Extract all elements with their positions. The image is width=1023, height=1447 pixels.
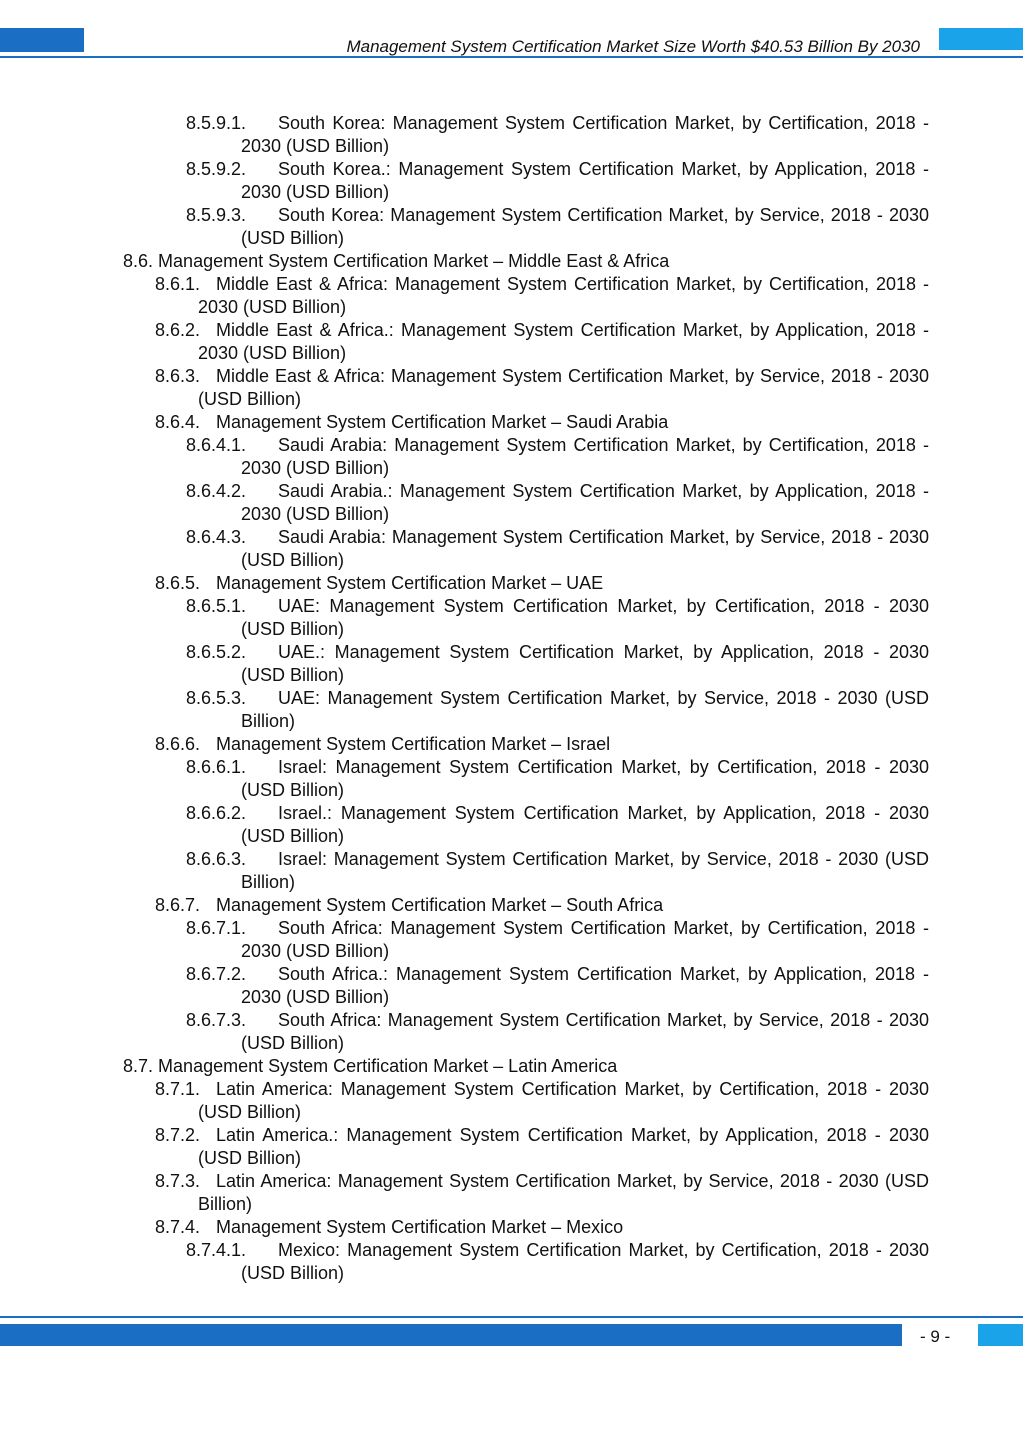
toc-entry-number: 8.6.6. [155, 734, 201, 754]
toc-entry-number: 8.6.7. [155, 895, 201, 915]
footer-accent-block-right [978, 1324, 1023, 1346]
toc-entry-number: 8.6.3. [155, 366, 201, 386]
toc-entry [186, 526, 929, 572]
toc-entry [155, 411, 929, 434]
toc-entry-number: 8.6.4. [155, 412, 201, 432]
toc-entry-number: 8.6.2. [155, 320, 201, 340]
toc-entry [123, 250, 929, 273]
toc-entry-text: Management System Certification Market – South Africa [216, 895, 664, 915]
toc-entry-line [123, 1055, 929, 1078]
toc-entry [123, 1055, 929, 1078]
toc-entry [186, 917, 929, 963]
toc-entry-text: Latin America: Management System Certification Market, by Service, 2018 - 2030 (USD Billion) [198, 1171, 929, 1214]
toc-entry [186, 1009, 929, 1055]
toc-entry [186, 641, 929, 687]
toc-entry-text: Latin America.: Management System Certification Market, by Application, 2018 - 2030 (USD Billion) [198, 1125, 929, 1168]
toc-entry-text: Management System Certification Market – Israel [216, 734, 611, 754]
toc-entry [186, 480, 929, 526]
header-divider [0, 56, 1023, 58]
toc-entry [155, 572, 929, 595]
toc-entry [155, 733, 929, 756]
toc-entry-text: Israel: Management System Certification Market, by Service, 2018 - 2030 (USD Billion) [241, 849, 929, 892]
toc-entry [186, 802, 929, 848]
toc-entry-number: 8.7.3. [155, 1171, 201, 1191]
toc-entry [186, 687, 929, 733]
toc-entry-text: Middle East & Africa.: Management System Certification Market, by Application, 2018 - 2030 (USD Billion) [198, 320, 929, 363]
toc-entry-number: 8.5.9.2. [186, 159, 247, 179]
toc-entry [186, 595, 929, 641]
toc-entry-text: Latin America: Management System Certification Market, by Certification, 2018 - 2030 (USD Billion) [198, 1079, 929, 1122]
toc-entry-number: 8.6.6.1. [186, 757, 247, 777]
toc-entry-number: 8.7.1. [155, 1079, 201, 1099]
toc-entry-number: 8.7.2. [155, 1125, 201, 1145]
toc-entry-number: 8.7. [123, 1056, 154, 1076]
toc-entry-text: Management System Certification Market – UAE [216, 573, 604, 593]
toc-entry-number: 8.5.9.1. [186, 113, 247, 133]
toc-entry-text: Management System Certification Market – Mexico [216, 1217, 624, 1237]
toc-entry-text: Management System Certification Market – Middle East & Africa [158, 251, 670, 271]
toc-entry-number: 8.6.1. [155, 274, 201, 294]
toc-entry [155, 1078, 929, 1124]
toc-entry-text: UAE: Management System Certification Market, by Certification, 2018 - 2030 (USD Billion) [241, 596, 929, 639]
toc-entry-number: 8.6.5.1. [186, 596, 247, 616]
toc-entry-text: Management System Certification Market – Latin America [158, 1056, 618, 1076]
toc-entry-number: 8.6.4.1. [186, 435, 247, 455]
toc-entry-number: 8.6.5.3. [186, 688, 247, 708]
toc-entry-number: 8.6.5.2. [186, 642, 247, 662]
toc-entry [155, 1124, 929, 1170]
toc-entry [155, 365, 929, 411]
toc-entry [155, 273, 929, 319]
toc-entry-text: Management System Certification Market – Saudi Arabia [216, 412, 669, 432]
toc-entry-line [123, 250, 929, 273]
toc-entry-number: 8.6.7.3. [186, 1010, 247, 1030]
toc-entry [186, 756, 929, 802]
toc-entry [155, 1216, 929, 1239]
toc-entry-text: South Korea: Management System Certification Market, by Certification, 2018 - 2030 (USD Billion) [241, 113, 929, 156]
toc-entry-text: Mexico: Management System Certification Market, by Certification, 2018 - 2030 (USD Billion) [241, 1240, 929, 1283]
toc-entry-text: UAE.: Management System Certification Market, by Application, 2018 - 2030 (USD Billion) [241, 642, 929, 685]
toc-entry [186, 963, 929, 1009]
toc-entry-number: 8.7.4. [155, 1217, 201, 1237]
toc-entry [186, 848, 929, 894]
toc-entry [155, 1170, 929, 1216]
toc-entry-text: Middle East & Africa: Management System Certification Market, by Certification, 2018 - 2030 (USD Billion) [198, 274, 929, 317]
footer-divider [0, 1316, 1023, 1318]
toc-entry-text: Saudi Arabia.: Management System Certification Market, by Application, 2018 - 2030 (USD Billion) [241, 481, 929, 524]
toc-entry-text: UAE: Management System Certification Market, by Service, 2018 - 2030 (USD Billion) [241, 688, 929, 731]
toc-entry [186, 204, 929, 250]
toc-entry-text: Middle East & Africa: Management System Certification Market, by Service, 2018 - 2030 (USD Billion) [198, 366, 929, 409]
page-number: - 9 - [920, 1327, 951, 1346]
toc-entry-text: Saudi Arabia: Management System Certification Market, by Certification, 2018 - 2030 (USD Billion) [241, 435, 929, 478]
toc-entry [186, 1239, 929, 1285]
toc-entry [186, 112, 929, 158]
toc-entry-number: 8.6.6.3. [186, 849, 247, 869]
toc-entry-number: 8.6.4.2. [186, 481, 247, 501]
toc-entry-number: 8.6.4.3. [186, 527, 247, 547]
toc-entry-number: 8.6.7.1. [186, 918, 247, 938]
toc-entry [155, 319, 929, 365]
header-accent-block-left [0, 28, 84, 52]
toc-entry-text: South Africa: Management System Certification Market, by Service, 2018 - 2030 (USD Billion) [241, 1010, 929, 1053]
toc-entry-number: 8.6.5. [155, 573, 201, 593]
toc-entry-text: Saudi Arabia: Management System Certification Market, by Service, 2018 - 2030 (USD Billion) [241, 527, 929, 570]
toc-entry-text: South Africa: Management System Certification Market, by Certification, 2018 - 2030 (USD Billion) [241, 918, 929, 961]
toc-entry-text: Israel: Management System Certification Market, by Certification, 2018 - 2030 (USD Billion) [241, 757, 929, 800]
table-of-contents [0, 112, 1023, 1285]
toc-entry [155, 894, 929, 917]
footer-accent-bar [0, 1324, 902, 1346]
toc-entry [186, 434, 929, 480]
toc-entry-text: Israel.: Management System Certification Market, by Application, 2018 - 2030 (USD Billion) [241, 803, 929, 846]
header-accent-block-right [939, 28, 1023, 50]
toc-entry-number: 8.7.4.1. [186, 1240, 247, 1260]
toc-entry-text: South Korea: Management System Certification Market, by Service, 2018 - 2030 (USD Billion) [241, 205, 929, 248]
toc-entry [186, 158, 929, 204]
toc-entry-number: 8.6.6.2. [186, 803, 247, 823]
toc-entry-text: South Korea.: Management System Certification Market, by Application, 2018 - 2030 (USD Billion) [241, 159, 929, 202]
toc-entry-number: 8.5.9.3. [186, 205, 247, 225]
toc-entry-number: 8.6.7.2. [186, 964, 247, 984]
toc-entry-text: South Africa.: Management System Certification Market, by Application, 2018 - 2030 (USD Billion) [241, 964, 929, 1007]
toc-entry-number: 8.6. [123, 251, 154, 271]
page-header-title: Management System Certification Market Size Worth $40.53 Billion By 2030 [346, 37, 920, 56]
